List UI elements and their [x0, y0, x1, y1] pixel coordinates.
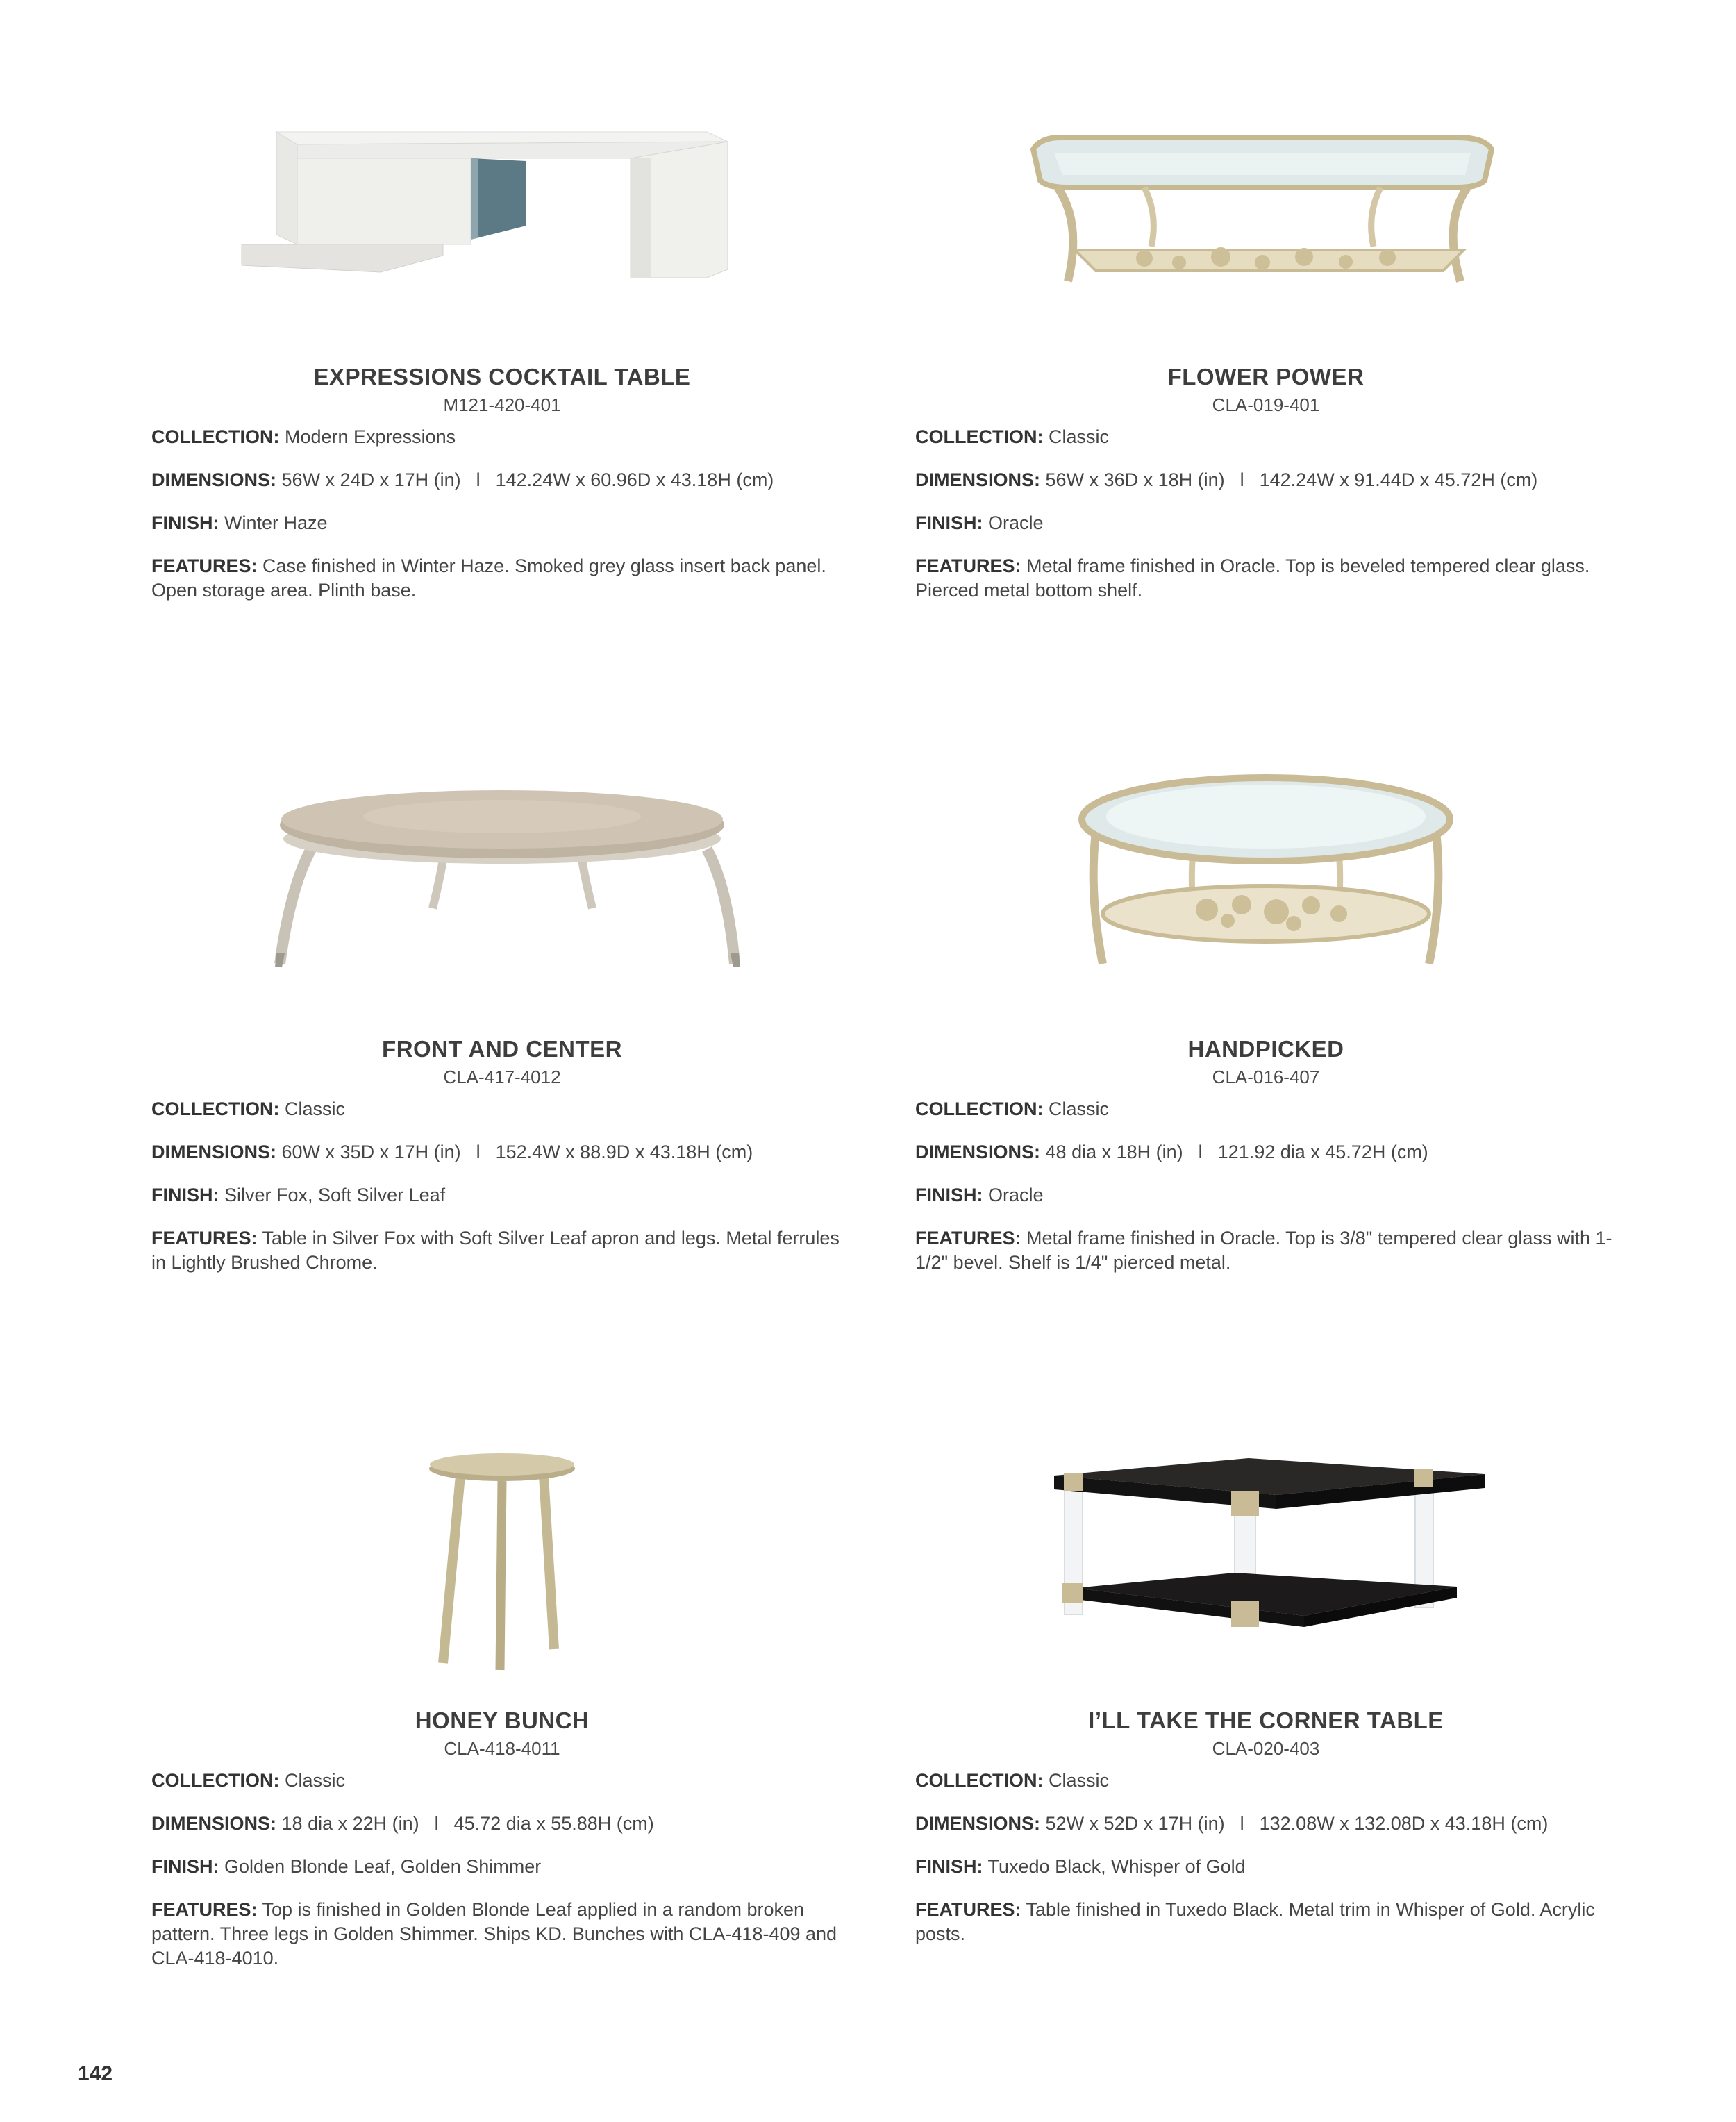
white-cocktail-table-image — [151, 83, 853, 333]
dimensions-label: DIMENSIONS: — [915, 469, 1041, 490]
finish-label: FINISH: — [151, 1856, 219, 1877]
features-value: Table finished in Tuxedo Black. Metal trim in Whisper of Gold. Acrylic posts. — [915, 1899, 1595, 1944]
finish-value: Oracle — [988, 512, 1044, 533]
dimensions-row — [915, 468, 1617, 492]
finish-row — [915, 511, 1617, 535]
collection-value: Modern Expressions — [285, 426, 456, 447]
dimensions-label: DIMENSIONS: — [151, 1813, 277, 1834]
features-value: Metal frame finished in Oracle. Top is 3/8" tempered clear glass with 1-1/2" bevel. Shelf is 1/4" pierced metal. — [915, 1228, 1612, 1273]
dimensions-cm: 142.24W x 60.96D x 43.18H (cm) — [495, 469, 774, 490]
product-sku: CLA-019-401 — [1212, 394, 1320, 415]
product-title: HANDPICKED — [1187, 1036, 1344, 1062]
oval-wood-table-image — [151, 755, 853, 1005]
features-label: FEATURES: — [151, 1899, 258, 1920]
collection-value: Classic — [1049, 426, 1110, 447]
finish-value: Winter Haze — [224, 512, 328, 533]
product-sku: CLA-020-403 — [1212, 1738, 1320, 1759]
product-sku: CLA-016-407 — [1212, 1067, 1320, 1087]
dimensions-label: DIMENSIONS: — [151, 1142, 277, 1162]
dimensions-in: 18 dia x 22H (in) — [281, 1813, 419, 1834]
dimensions-in: 60W x 35D x 17H (in) — [281, 1142, 461, 1162]
dimensions-label: DIMENSIONS: — [151, 469, 277, 490]
dimensions-row — [915, 1140, 1617, 1164]
dimensions-label: DIMENSIONS: — [915, 1813, 1041, 1834]
dimension-separator: l — [476, 469, 481, 490]
features-row — [151, 1898, 853, 1971]
features-value: Table in Silver Fox with Soft Silver Leaf apron and legs. Metal ferrules in Lightly Brushed Chrome. — [151, 1228, 840, 1273]
dimension-separator: l — [434, 1813, 439, 1834]
collection-row — [915, 425, 1617, 449]
dimensions-label: DIMENSIONS: — [915, 1142, 1041, 1162]
dimension-separator: l — [1240, 469, 1244, 490]
finish-row — [151, 511, 853, 535]
finish-value: Tuxedo Black, Whisper of Gold — [987, 1856, 1246, 1877]
product-sku: CLA-418-4011 — [444, 1738, 560, 1759]
features-row — [915, 1898, 1617, 1946]
finish-label: FINISH: — [915, 512, 983, 533]
product-sku: CLA-417-4012 — [443, 1067, 561, 1087]
dimensions-in: 56W x 24D x 17H (in) — [281, 469, 461, 490]
dimension-separator: l — [1240, 1813, 1244, 1834]
dimensions-row — [151, 1812, 853, 1836]
collection-row — [151, 1097, 853, 1121]
features-value: Top is finished in Golden Blonde Leaf applied in a random broken pattern. Three legs in Golden Shimmer. Ships KD. Bunches with CLA-418-409 and CLA-418-4010. — [151, 1899, 837, 1969]
dimensions-cm: 121.92 dia x 45.72H (cm) — [1217, 1142, 1428, 1162]
product-sku: M121-420-401 — [443, 394, 561, 415]
collection-row — [915, 1769, 1617, 1793]
dimension-separator: l — [1198, 1142, 1203, 1162]
round-side-table-image — [151, 1427, 853, 1677]
finish-label: FINISH: — [151, 1185, 219, 1205]
collection-label: COLLECTION: — [915, 1770, 1044, 1791]
collection-row — [151, 1769, 853, 1793]
dimensions-cm: 142.24W x 91.44D x 45.72H (cm) — [1259, 469, 1538, 490]
finish-label: FINISH: — [915, 1856, 983, 1877]
collection-label: COLLECTION: — [151, 426, 280, 447]
collection-row — [915, 1097, 1617, 1121]
finish-row — [915, 1855, 1617, 1879]
collection-value: Classic — [1049, 1770, 1110, 1791]
features-row — [915, 554, 1617, 603]
dimensions-in: 48 dia x 18H (in) — [1045, 1142, 1183, 1162]
dimension-separator: l — [476, 1142, 481, 1162]
features-label: FEATURES: — [915, 1899, 1021, 1920]
product-title: FRONT AND CENTER — [382, 1036, 622, 1062]
collection-value: Classic — [1049, 1098, 1110, 1119]
dimensions-in: 56W x 36D x 18H (in) — [1045, 469, 1225, 490]
features-row — [915, 1226, 1617, 1275]
dimensions-row — [151, 1140, 853, 1164]
dimensions-cm: 45.72 dia x 55.88H (cm) — [453, 1813, 654, 1834]
gold-glass-cocktail-table-image — [915, 83, 1617, 333]
product-title: EXPRESSIONS COCKTAIL TABLE — [313, 364, 691, 390]
finish-value: Silver Fox, Soft Silver Leaf — [224, 1185, 446, 1205]
dimensions-row — [915, 1812, 1617, 1836]
features-label: FEATURES: — [915, 1228, 1021, 1248]
features-label: FEATURES: — [151, 555, 258, 576]
dimensions-cm: 132.08W x 132.08D x 43.18H (cm) — [1259, 1813, 1549, 1834]
features-value: Metal frame finished in Oracle. Top is beveled tempered clear glass. Pierced metal bottom shelf. — [915, 555, 1590, 601]
dimensions-in: 52W x 52D x 17H (in) — [1045, 1813, 1225, 1834]
finish-row — [151, 1183, 853, 1208]
finish-label: FINISH: — [151, 512, 219, 533]
finish-value: Oracle — [988, 1185, 1044, 1205]
features-label: FEATURES: — [915, 555, 1021, 576]
features-row — [151, 554, 853, 603]
collection-value: Classic — [285, 1770, 346, 1791]
round-glass-table-image — [915, 755, 1617, 1005]
black-square-table-image — [915, 1427, 1617, 1677]
dimensions-cm: 152.4W x 88.9D x 43.18H (cm) — [495, 1142, 753, 1162]
page-number: 142 — [78, 2062, 113, 2085]
finish-row — [151, 1855, 853, 1879]
collection-label: COLLECTION: — [915, 426, 1044, 447]
collection-label: COLLECTION: — [915, 1098, 1044, 1119]
features-row — [151, 1226, 853, 1275]
collection-label: COLLECTION: — [151, 1770, 280, 1791]
features-label: FEATURES: — [151, 1228, 258, 1248]
product-title: FLOWER POWER — [1167, 364, 1364, 390]
dimensions-row — [151, 468, 853, 492]
product-title: HONEY BUNCH — [415, 1707, 590, 1733]
collection-label: COLLECTION: — [151, 1098, 280, 1119]
finish-label: FINISH: — [915, 1185, 983, 1205]
finish-row — [915, 1183, 1617, 1208]
finish-value: Golden Blonde Leaf, Golden Shimmer — [224, 1856, 542, 1877]
collection-value: Classic — [285, 1098, 346, 1119]
collection-row — [151, 425, 853, 449]
features-value: Case finished in Winter Haze. Smoked grey glass insert back panel. Open storage area. Plinth base. — [151, 555, 826, 601]
product-title: I’LL TAKE THE CORNER TABLE — [1088, 1707, 1444, 1733]
